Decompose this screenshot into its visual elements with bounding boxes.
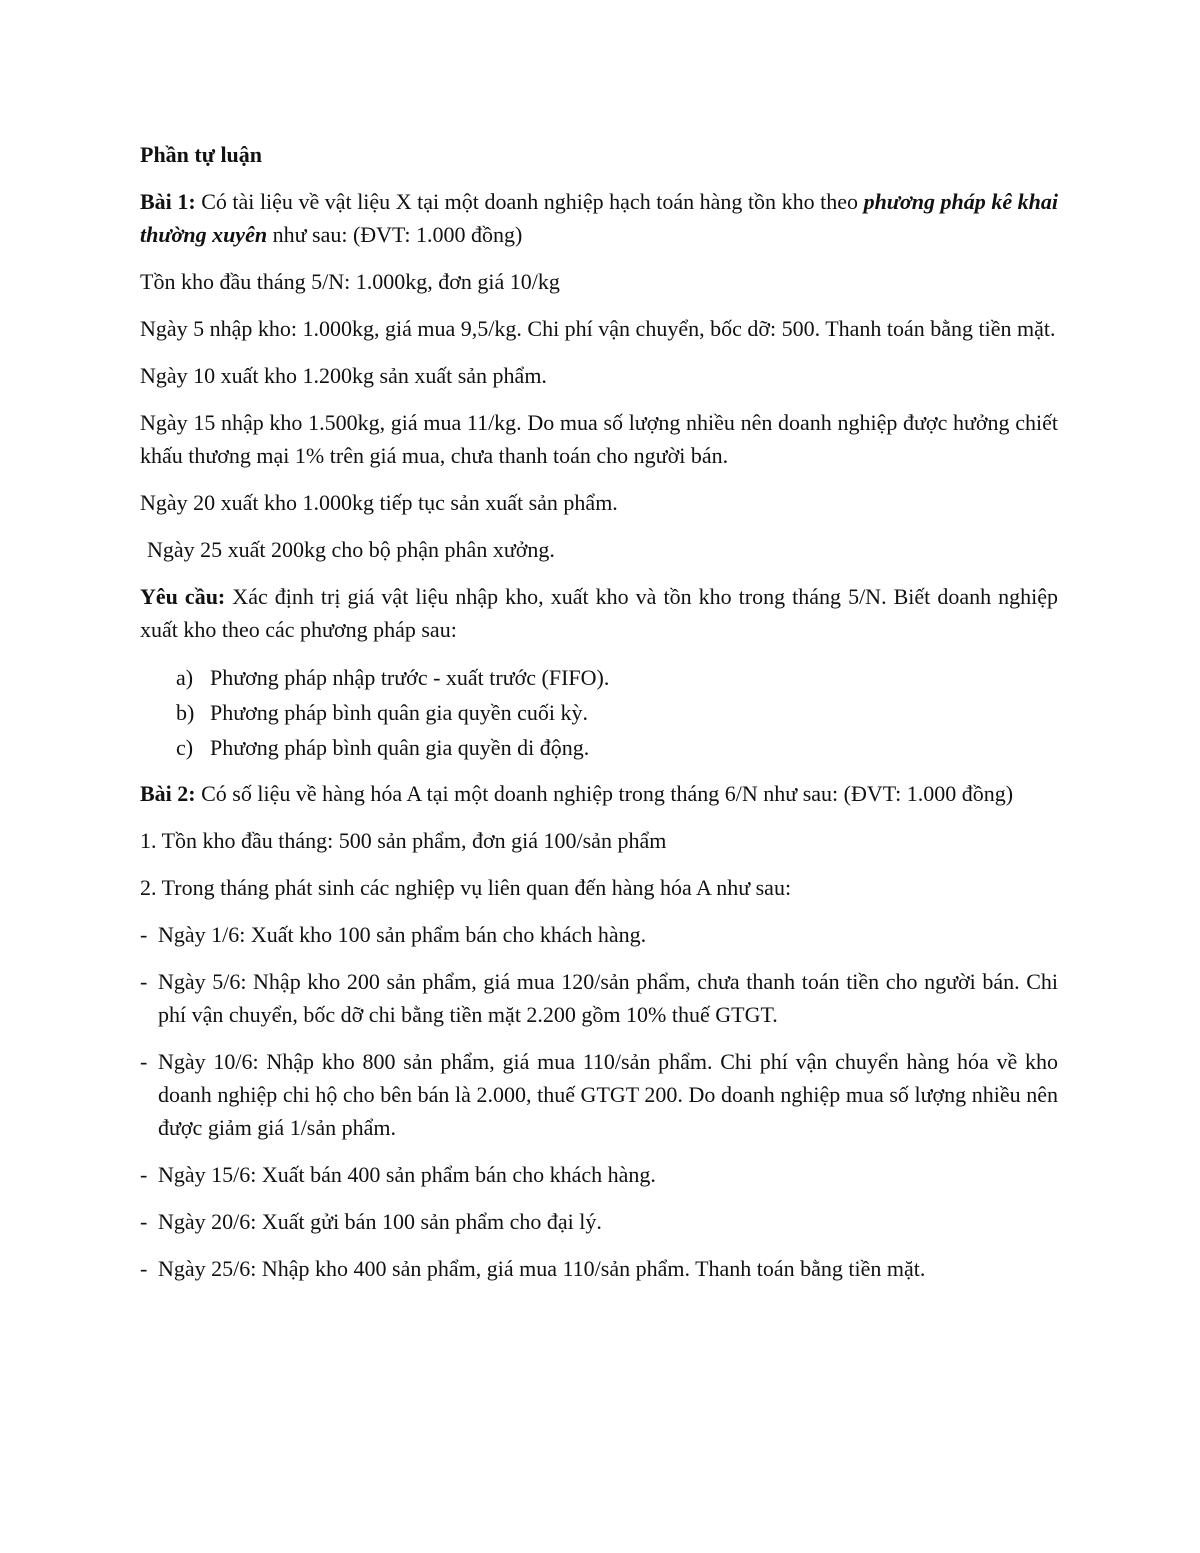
list-marker: c)	[176, 735, 194, 760]
event-text: Ngày 10/6: Nhập kho 800 sản phẩm, giá mua 110/sản phẩm. Chi phí vận chuyển hàng hóa về kho doanh nghiệp chi hộ cho bên bán là 2.000, thuế GTGT 200. Do doanh nghiệp mua số lượng nhiều nên được giảm giá 1/sản phẩm.	[158, 1049, 1058, 1140]
bai2-event-4	[140, 1158, 1058, 1191]
requirement-label: Yêu cầu:	[140, 584, 226, 609]
event-text: Ngày 25/6: Nhập kho 400 sản phẩm, giá mua 110/sản phẩm. Thanh toán bằng tiền mặt.	[158, 1256, 926, 1281]
bai1-day20: Ngày 20 xuất kho 1.000kg tiếp tục sản xuất sản phẩm.	[140, 490, 618, 515]
bai1-day15: Ngày 15 nhập kho 1.500kg, giá mua 11/kg. Do mua số lượng nhiều nên doanh nghiệp được hưởng chiết khấu thương mại 1% trên giá mua, chưa thanh toán cho người bán.	[140, 410, 1058, 468]
bai2-intro	[140, 777, 1058, 810]
bai2-item-2: 2. Trong tháng phát sinh các nghiệp vụ liên quan đến hàng hóa A như sau:	[140, 875, 792, 900]
bai1-opening-stock: Tồn kho đầu tháng 5/N: 1.000kg, đơn giá 10/kg	[140, 269, 560, 294]
dash-marker: -	[140, 969, 148, 994]
event-text: Ngày 1/6: Xuất kho 100 sản phẩm bán cho khách hàng.	[158, 922, 647, 947]
document-page	[140, 138, 1058, 1299]
bai1-intro	[140, 185, 1058, 251]
list-item-text: Phương pháp bình quân gia quyền cuối kỳ.	[210, 700, 588, 725]
event-text: Ngày 5/6: Nhập kho 200 sản phẩm, giá mua 120/sản phẩm, chưa thanh toán tiền cho người bán. Chi phí vận chuyển, bốc dỡ chi bằng tiền mặt 2.200 gồm 10% thuế GTGT.	[158, 969, 1058, 1027]
bai2-label: Bài 2:	[140, 781, 196, 806]
list-item	[140, 660, 1058, 695]
bai2-event-6	[140, 1252, 1058, 1285]
dash-marker: -	[140, 1256, 148, 1281]
bai1-day5: Ngày 5 nhập kho: 1.000kg, giá mua 9,5/kg. Chi phí vận chuyển, bốc dỡ: 500. Thanh toán bằng tiền mặt.	[140, 316, 1056, 341]
list-item	[140, 730, 1058, 765]
bai2-intro-text: Có số liệu về hàng hóa A tại một doanh nghiệp trong tháng 6/N như sau: (ĐVT: 1.000 đồng)	[195, 781, 1014, 806]
event-text: Ngày 15/6: Xuất bán 400 sản phẩm bán cho khách hàng.	[158, 1162, 656, 1187]
dash-marker: -	[140, 1049, 148, 1074]
requirement-text: Xác định trị giá vật liệu nhập kho, xuất kho và tồn kho trong tháng 5/N. Biết doanh nghiệp xuất kho theo các phương pháp sau:	[140, 584, 1058, 642]
dash-marker: -	[140, 922, 148, 947]
bai1-day10: Ngày 10 xuất kho 1.200kg sản xuất sản phẩm.	[140, 363, 547, 388]
list-marker: a)	[176, 665, 194, 690]
bai2-event-1	[140, 918, 1058, 951]
bai1-label: Bài 1:	[140, 189, 196, 214]
bai1-intro-before: Có tài liệu về vật liệu X tại một doanh nghiệp hạch toán hàng tồn kho theo	[195, 189, 864, 214]
bai1-intro-after: như sau: (ĐVT: 1.000 đồng)	[267, 222, 523, 247]
bai1-day25: Ngày 25 xuất 200kg cho bộ phận phân xưởng.	[147, 537, 555, 562]
bai2-item-1: 1. Tồn kho đầu tháng: 500 sản phẩm, đơn giá 100/sản phẩm	[140, 828, 667, 853]
dash-marker: -	[140, 1209, 148, 1234]
list-item-text: Phương pháp nhập trước - xuất trước (FIFO).	[210, 665, 610, 690]
bai1-method: phương pháp kê khai thường xuyên	[140, 189, 1058, 247]
method-list	[140, 660, 1058, 765]
bai2-event-3	[140, 1045, 1058, 1144]
bai2-event-5	[140, 1205, 1058, 1238]
list-item	[140, 695, 1058, 730]
section-heading: Phần tự luận	[140, 142, 263, 167]
list-item-text: Phương pháp bình quân gia quyền di động.	[210, 735, 590, 760]
bai2-event-2	[140, 965, 1058, 1031]
dash-marker: -	[140, 1162, 148, 1187]
bai1-requirement	[140, 580, 1058, 646]
list-marker: b)	[176, 700, 195, 725]
event-text: Ngày 20/6: Xuất gửi bán 100 sản phẩm cho đại lý.	[158, 1209, 602, 1234]
